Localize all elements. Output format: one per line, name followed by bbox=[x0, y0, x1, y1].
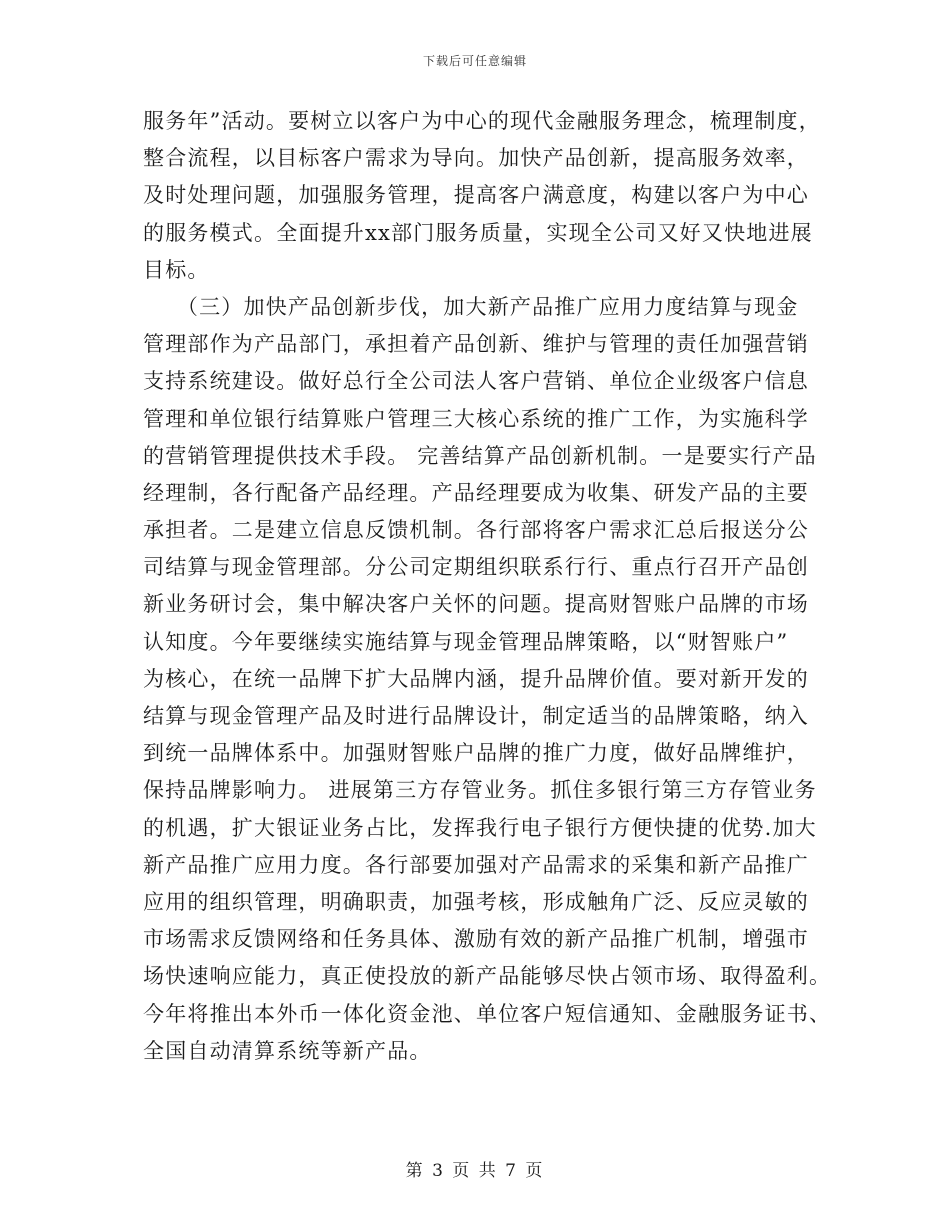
page-number: 第 3 页 共 7 页 bbox=[405, 1161, 545, 1181]
document-body bbox=[143, 103, 832, 1070]
body-line: 应用的组织管理，明确职责，加强考核，形成触角广泛、反应灵敏的 bbox=[143, 889, 809, 914]
body-line: 今年将推出本外币一体化资金池、单位客户短信通知、金融服务证书、 bbox=[143, 1001, 832, 1026]
page-header: 下载后可任意编辑 bbox=[422, 54, 527, 68]
body-line: 管理和单位银行结算账户管理三大核心系统的推广工作，为实施科学 bbox=[143, 406, 809, 431]
body-line: 整合流程，以目标客户需求为导向。加快产品创新，提高服务效率， bbox=[143, 146, 809, 171]
body-line: 承担者。二是建立信息反馈机制。各行部将客户需求汇总后报送分公 bbox=[143, 518, 809, 543]
body-line: 结算与现金管理产品及时进行品牌设计，制定适当的品牌策略，纳入 bbox=[143, 704, 809, 728]
body-line: 全国自动清算系统等新产品。 bbox=[143, 1038, 432, 1063]
body-line: 支持系统建设。做好总行全公司法人客户营销、单位企业级客户信息 bbox=[143, 369, 809, 394]
body-line: 市场需求反馈网络和任务具体、激励有效的新产品推广机制，增强市 bbox=[143, 927, 809, 952]
body-line: （三）加快产品创新步伐，加大新产品推广应用力度结算与现金 bbox=[143, 294, 799, 319]
body-line: 服务年”活动。要树立以客户为中心的现代金融服务理念，梳理制度， bbox=[143, 109, 821, 133]
body-line: 经理制，各行配备产品经理。产品经理要成为收集、研发产品的主要 bbox=[143, 480, 809, 505]
body-line: 新产品推广应用力度。各行部要加强对产品需求的采集和新产品推广 bbox=[143, 852, 809, 877]
body-line: 管理部作为产品部门，承担着产品创新、维护与管理的责任加强营销 bbox=[143, 332, 809, 357]
body-line: 保持品牌影响力。 进展第三方存管业务。抓住多银行第三方存管业务 bbox=[143, 778, 817, 803]
body-line: 及时处理问题，加强服务管理，提高客户满意度，构建以客户为中心 bbox=[143, 183, 809, 208]
body-line: 为核心，在统一品牌下扩大品牌内涵，提升品牌价值。要对新开发的 bbox=[143, 666, 809, 691]
body-line: 新业务研讨会，集中解决客户关怀的问题。提高财智账户品牌的市场 bbox=[143, 592, 809, 617]
body-line: 司结算与现金管理部。分公司定期组织联系行行、重点行召开产品创 bbox=[143, 555, 809, 580]
body-line: 到统一品牌体系中。加强财智账户品牌的推广力度，做好品牌维护， bbox=[143, 741, 809, 766]
body-line: 认知度。今年要继续实施结算与现金管理品牌策略，以“财智账户” bbox=[143, 629, 789, 654]
body-line: 目标。 bbox=[143, 257, 210, 282]
body-line: 的服务模式。全面提升xx部门服务质量，实现全公司又好又快地进展 bbox=[143, 220, 813, 245]
body-line: 场快速响应能力，真正使投放的新产品能够尽快占领市场、取得盈利。 bbox=[143, 964, 832, 989]
body-line: 的营销管理提供技术手段。 完善结算产品创新机制。一是要实行产品 bbox=[143, 443, 817, 468]
body-line: 的机遇，扩大银证业务占比，发挥我行电子银行方便快捷的优势.加大 bbox=[143, 815, 817, 840]
